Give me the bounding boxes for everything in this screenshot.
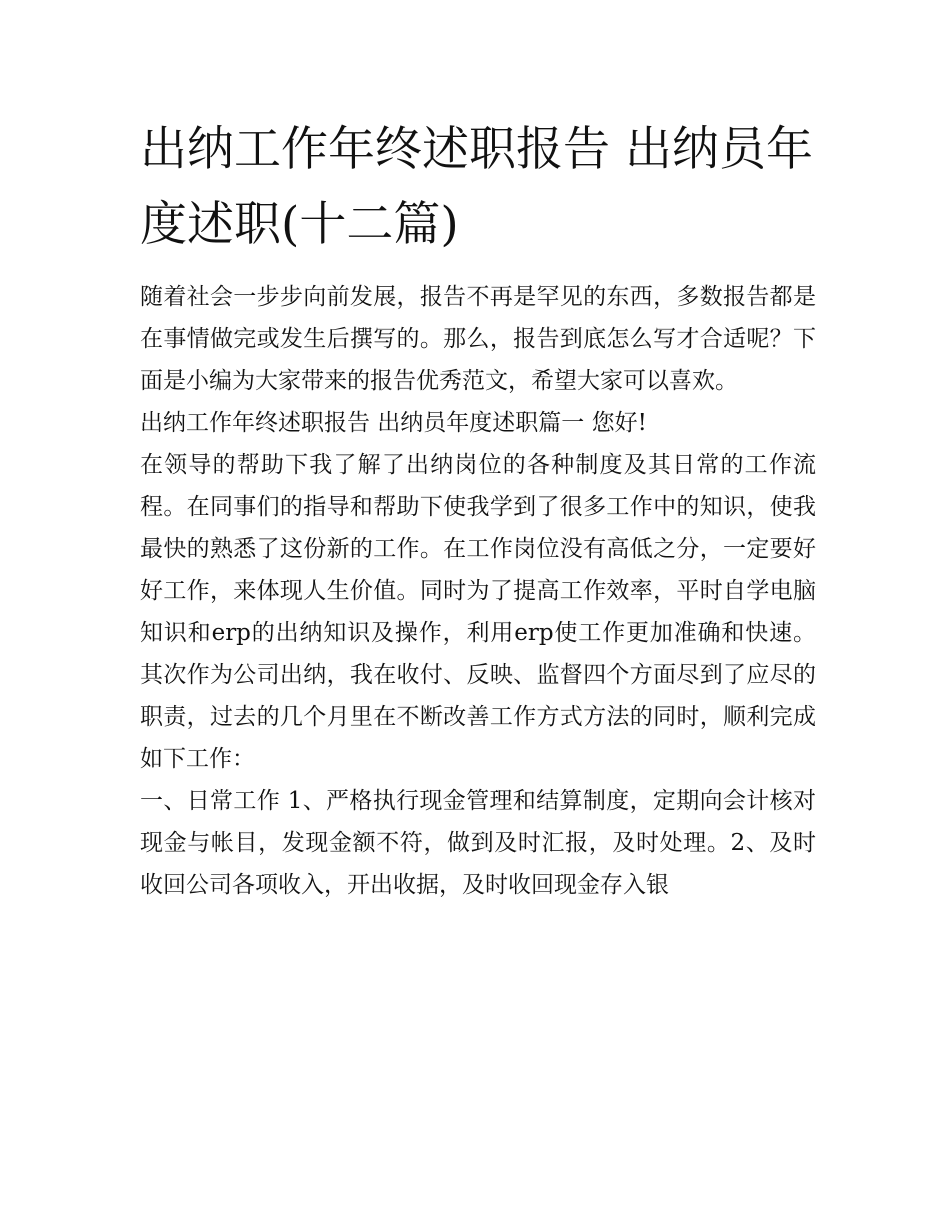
section-heading-paragraph: 出纳工作年终述职报告 出纳员年度述职篇一 您好! (140, 410, 647, 436)
intro-paragraph: 随着社会一步步向前发展，报告不再是罕见的东西，多数报告都是在事情做完或发生后撰写的。那么，报告到底怎么写才合适呢？下面是小编为大家带来的报告优秀范文，希望大家可以喜欢。 (140, 284, 816, 394)
daily-work-paragraph: 一、日常工作 1、严格执行现金管理和结算制度，定期向会计核对现金与帐目，发现金额不符，做到及时汇报，及时处理。2、及时收回公司各项收入，开出收据，及时收回现金存入银 (140, 788, 816, 898)
document-title: 出纳工作年终述职报告 出纳员年度述职(十二篇) (140, 122, 813, 252)
body-paragraph: 在领导的帮助下我了解了出纳岗位的各种制度及其日常的工作流程。在同事们的指导和帮助下使我学到了很多工作中的知识，使我最快的熟悉了这份新的工作。在工作岗位没有高低之分，一定要好好工作，来体现人生价值。同时为了提高工作效率，平时自学电脑知识和erp的出纳知识及操作，利用erp使工作更加准确和快速。其次作为公司出纳，我在收付、反映、监督四个方面尽到了应尽的职责，过去的几个月里在不断改善工作方式方法的同时，顺利完成如下工作： (140, 452, 816, 772)
document-page (140, 112, 816, 906)
